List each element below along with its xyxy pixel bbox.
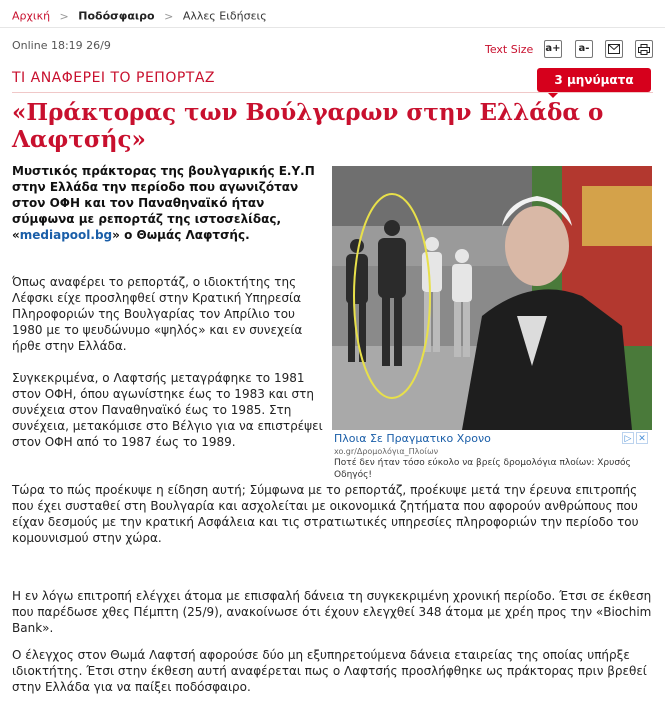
ad-url[interactable]: xo.gr/Δρομολόγια_Πλοίων (334, 447, 439, 456)
comments-badge[interactable]: 3 μηνύματα (537, 68, 651, 92)
increase-text-button[interactable] (544, 40, 562, 58)
ad-description: Ποτέ δεν ήταν τόσο εύκολο να βρείς δρομολόγια πλοίων: Χρυσός Οδηγός! (334, 458, 631, 480)
publish-time: Online 18:19 26/9 (12, 39, 111, 52)
sponsored-ad[interactable] (332, 430, 652, 490)
print-button[interactable] (635, 40, 653, 58)
chevron-right-icon: > (164, 9, 174, 23)
source-link[interactable]: mediapool.bg (19, 228, 113, 242)
article-paragraph: Ο έλεγχος στον Θωμά Λαφτσή αφορούσε δύο μη εξυπηρετούμενα δάνεια εταιρείας της οποίας υπήρξε ιδιοκτήτης. Έτσι στην έκθεση αυτή αναφέρεται πως ο Λαφτσής προσλήφθηκε ως πράκτορας πριν βρεθεί στην Ελλάδα για να παίξει ποδόσφαιρο. (12, 648, 647, 694)
article-lead (12, 163, 330, 243)
decrease-text-label: a- (578, 43, 590, 54)
article-paragraph: Τώρα το πώς προέκυψε η είδηση αυτή; Σύμφωνα με το ρεπορτάζ, προέκυψε μετά την έρευνα επιτροπής που έχει συσταθεί στη Βουλγαρία και ασχολείται με οικονομικά ζητήματα που αφορούν ανθρώπους που είχαν δεσμούς με την κρατική Ασφάλεια και τις στρατιωτικές υπηρεσίες πληροφοριών την περίοδο του κομουνισμού στην χώρα. (12, 483, 639, 545)
article-headline: «Πράκτορας των Βούλγαρων στην Ελλάδα ο Λαφτσής» (12, 99, 604, 153)
title-rule (12, 92, 653, 93)
ad-info-icon[interactable]: ▷ (622, 432, 634, 444)
lead-text-end: » ο Θωμάς Λαφτσής. (112, 228, 250, 242)
article-kicker: ΤΙ ΑΝΑΦΕΡΕΙ ΤΟ ΡΕΠΟΡΤΑΖ (12, 70, 216, 86)
increase-text-label: a+ (545, 43, 561, 54)
breadcrumb-other-news[interactable]: Αλλες Ειδήσεις (182, 9, 267, 23)
ad-title[interactable]: Πλοια Σε Πραγματικο Χρονο (334, 432, 491, 445)
printer-icon (638, 44, 650, 55)
envelope-icon (608, 44, 620, 54)
text-size-label: Text Size (485, 43, 534, 56)
chevron-right-icon: > (59, 9, 69, 23)
article-photo (332, 166, 652, 430)
article-paragraph: Συγκεκριμένα, ο Λαφτσής μεταγράφηκε το 1981 στον ΟΦΗ, όπου αγωνίστηκε έως το 1983 και στη συνέχεια στον Παναθηναϊκό έως το 1985. Στη συνέχεια, μετακόμισε στο Βέλγιο για να επιστρέψει στον ΟΦΗ από το 1987 έως το 1989. (12, 371, 323, 449)
breadcrumb-current[interactable]: Ποδόσφαιρο (78, 9, 155, 23)
lead-text-start: Μυστικός πράκτορας της βουλγαρικής Ε.Υ.Π στην Ελλάδα την περίοδο που αγωνιζόταν στον ΟΦΗ και τον Παναθηναϊκό ήταν σύμφωνα με ρεπορτάζ της ιστοσελίδας, « (12, 164, 315, 242)
article-paragraph: Η εν λόγω επιτροπή ελέγχει άτομα με επισφαλή δάνεια τη συγκεκριμένη χρονική περίοδο. Έτσι σε έκθεση που παρέδωσε χθες Πέμπτη (25/9), ανακοίνωσε ότι έχουν ελεγχθεί 348 άτομα με χρέη προς την «Biochim Bank». (12, 589, 652, 635)
decrease-text-button[interactable] (575, 40, 593, 58)
email-button[interactable] (605, 40, 623, 58)
close-icon[interactable]: ✕ (636, 432, 648, 444)
breadcrumb-home[interactable]: Αρχική (12, 9, 51, 23)
breadcrumb (12, 9, 267, 23)
article-paragraph: Όπως αναφέρει το ρεπορτάζ, ο ιδιοκτήτης της Λέφσκι είχε προσληφθεί στην Κρατική Υπηρεσία Πληροφοριών της Βουλγαρίας τον Απρίλιο του 1980 με το ψευδώνυμο «ψηλός» και εν συνεχεία ήρθε στην Ελλάδα. (12, 275, 303, 353)
header-divider (0, 27, 665, 28)
